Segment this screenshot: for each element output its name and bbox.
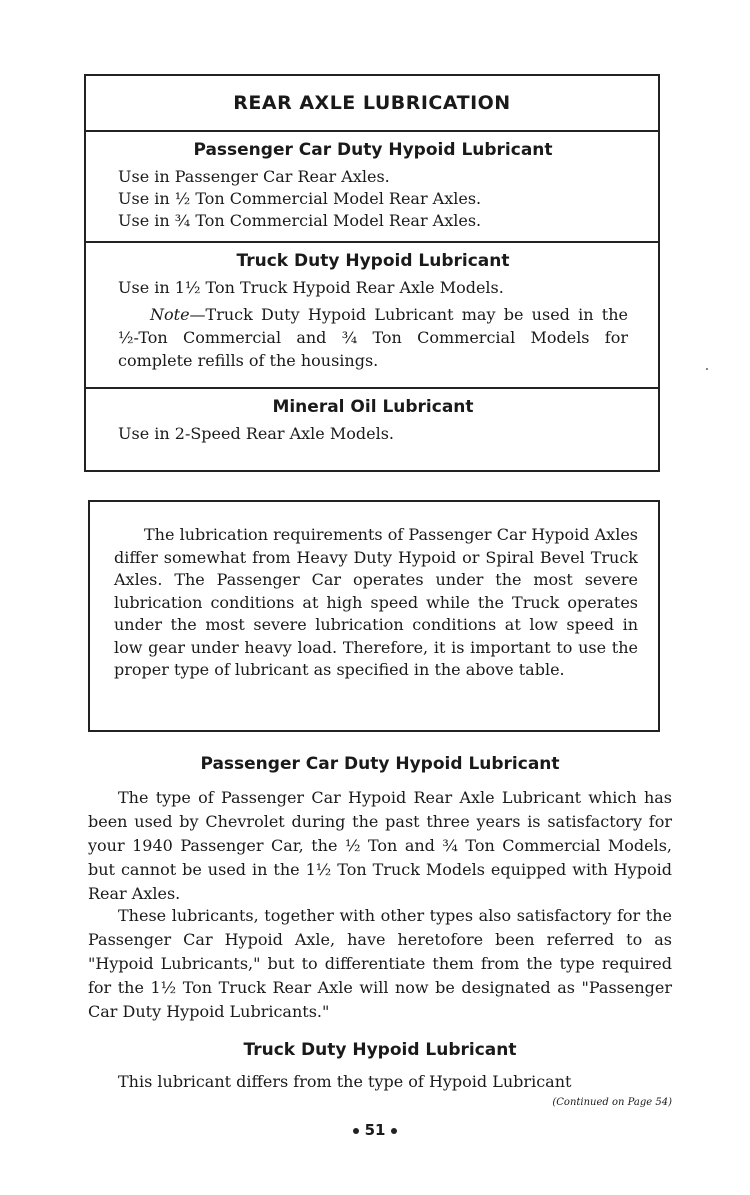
- table-line: Use in 1½ Ton Truck Hypoid Rear Axle Models.: [118, 278, 504, 297]
- scan-speck: [706, 368, 708, 370]
- passenger-paragraph-1: The type of Passenger Car Hypoid Rear Axle Lubricant which has been used by Chevrolet during the past three years is satisfactory for your 1940 Passenger Car, the ½ Ton and ¾ Ton Commercial Models, but cannot be used in the 1½ Ton Truck Models equipped with Hypoid Rear Axles.: [88, 788, 672, 903]
- truck-paragraph-1: This lubricant differs from the type of Hypoid Lubricant: [118, 1072, 572, 1091]
- bullet-icon: [353, 1128, 359, 1134]
- section-heading: Truck Duty Hypoid Lubricant: [236, 251, 510, 271]
- passenger-paragraph-2: These lubricants, together with other types also satisfactory for the Passenger Car Hypoid Axle, have heretofore been referred to as "Hypoid Lubricants," but to differentiate them from the type required for the 1½ Ton Truck Rear Axle will now be designated as "Passenger Car Duty Hypoid Lubricants.": [88, 906, 672, 1021]
- lubrication-requirements-box: [88, 500, 660, 732]
- section-heading: Mineral Oil Lubricant: [272, 397, 474, 417]
- table-note: [118, 303, 628, 372]
- note-label: Note: [150, 305, 190, 324]
- continued-note: (Continued on Page 54): [552, 1097, 672, 1108]
- table-line: Use in ¾ Ton Commercial Model Rear Axles.: [118, 211, 482, 230]
- bullet-icon: [391, 1128, 397, 1134]
- table-line: Use in 2-Speed Rear Axle Models.: [118, 424, 394, 443]
- info-paragraph: The lubrication requirements of Passenger Car Hypoid Axles differ somewhat from Heavy Duty Hypoid or Spiral Bevel Truck Axles. The Passenger Car operates under the most severe lubrication conditions at high speed while the Truck operates under the most severe lubrication conditions at low speed in low gear under heavy load. Therefore, it is important to use the proper type of lubricant as specified in the above table.: [114, 525, 638, 679]
- table-line: Use in Passenger Car Rear Axles.: [118, 167, 390, 186]
- page-number-line: [0, 1121, 750, 1139]
- truck-heading: Truck Duty Hypoid Lubricant: [243, 1040, 517, 1060]
- rear-axle-lubrication-table: [84, 74, 660, 472]
- passenger-heading: Passenger Car Duty Hypoid Lubricant: [200, 754, 560, 774]
- table-section-truck: [86, 243, 658, 389]
- note-text: —Truck Duty Hypoid Lubricant may be used in the ½-Ton Commercial and ¾ Ton Commercial Models for complete refills of the housings.: [118, 305, 628, 370]
- table-line: Use in ½ Ton Commercial Model Rear Axles.: [118, 189, 482, 208]
- table-section-mineral: [86, 389, 658, 470]
- page-number: 51: [364, 1121, 386, 1139]
- table-title: REAR AXLE LUBRICATION: [86, 76, 658, 132]
- table-section-passenger: [86, 132, 658, 243]
- section-heading: Passenger Car Duty Hypoid Lubricant: [193, 140, 553, 160]
